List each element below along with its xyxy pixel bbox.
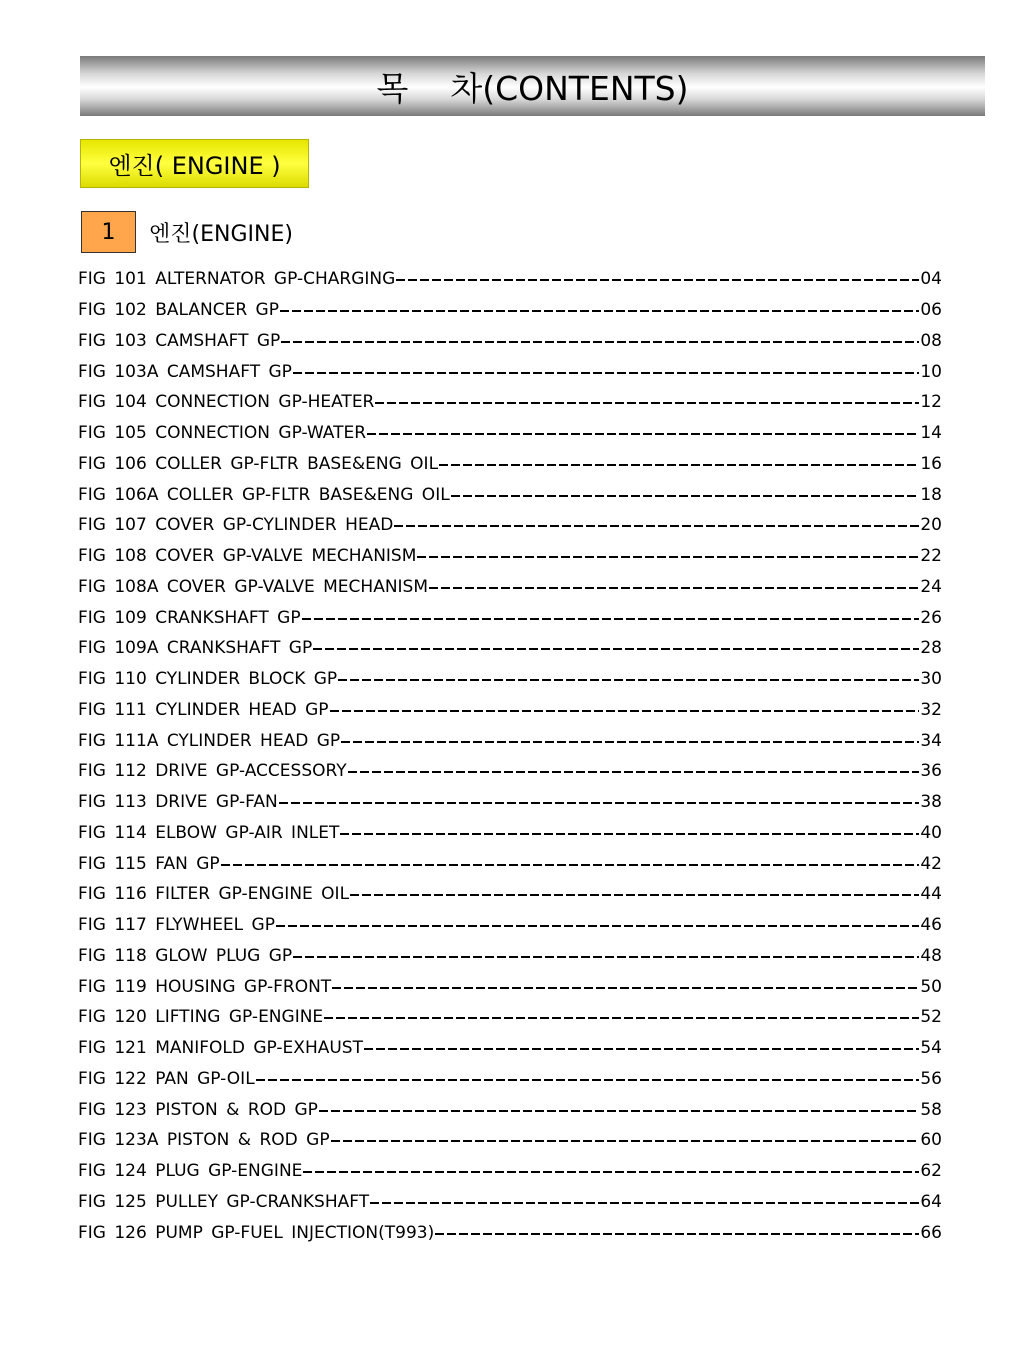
toc-leader-line	[293, 956, 919, 958]
toc-entry[interactable]	[78, 756, 942, 787]
toc-leader-line	[279, 802, 920, 804]
toc-entry[interactable]	[78, 1217, 942, 1248]
toc-entry[interactable]	[78, 787, 942, 818]
toc-leader-line	[324, 1017, 919, 1019]
toc-entry-page-number: 62	[920, 1161, 942, 1182]
toc-entry-page-number: 64	[920, 1191, 942, 1212]
toc-entry-label: FIG 115 FAN GP	[78, 853, 220, 874]
toc-leader-line	[370, 1202, 919, 1204]
toc-leader-line	[303, 1171, 919, 1173]
toc-entry-label: FIG 111A CYLINDER HEAD GP	[78, 730, 341, 751]
toc-entry-label: FIG 106 COLLER GP-FLTR BASE&ENG OIL	[78, 453, 439, 474]
toc-leader-line	[348, 771, 920, 773]
toc-entry-label: FIG 108A COVER GP-VALVE MECHANISM	[78, 576, 429, 597]
toc-entry[interactable]	[78, 295, 942, 326]
toc-entry-label: FIG 119 HOUSING GP-FRONT	[78, 976, 332, 997]
toc-entry[interactable]	[78, 1156, 942, 1187]
subsection-heading	[81, 211, 293, 253]
toc-entry-page-number: 34	[920, 730, 942, 751]
toc-entry[interactable]	[78, 602, 942, 633]
toc-entry-label: FIG 103A CAMSHAFT GP	[78, 361, 292, 382]
table-of-contents	[78, 264, 942, 1248]
toc-entry-label: FIG 120 LIFTING GP-ENGINE	[78, 1007, 324, 1028]
toc-entry-page-number: 04	[920, 269, 942, 290]
toc-entry-label: FIG 114 ELBOW GP-AIR INLET	[78, 822, 340, 843]
toc-leader-line	[341, 741, 919, 743]
toc-entry[interactable]	[78, 1187, 942, 1218]
toc-entry-page-number: 58	[920, 1099, 942, 1120]
toc-entry-label: FIG 102 BALANCER GP	[78, 300, 279, 321]
toc-leader-line	[451, 495, 920, 497]
toc-entry-label: FIG 126 PUMP GP-FUEL INJECTION(T993)	[78, 1222, 435, 1243]
toc-entry-page-number: 18	[920, 484, 942, 505]
toc-entry[interactable]	[78, 541, 942, 572]
toc-entry[interactable]	[78, 1125, 942, 1156]
toc-leader-line	[394, 525, 919, 527]
toc-entry-page-number: 60	[920, 1130, 942, 1151]
toc-entry-page-number: 66	[920, 1222, 942, 1243]
toc-leader-line	[281, 341, 919, 343]
toc-entry-label: FIG 109A CRANKSHAFT GP	[78, 638, 313, 659]
toc-entry[interactable]	[78, 848, 942, 879]
toc-entry-page-number: 30	[920, 669, 942, 690]
toc-leader-line	[435, 1233, 919, 1235]
toc-leader-line	[313, 648, 919, 650]
toc-entry-page-number: 50	[920, 976, 942, 997]
toc-leader-line	[364, 1048, 919, 1050]
toc-entry-page-number: 28	[920, 638, 942, 659]
toc-leader-line	[221, 864, 920, 866]
toc-entry[interactable]	[78, 264, 942, 295]
toc-entry-label: FIG 101 ALTERNATOR GP-CHARGING	[78, 269, 396, 290]
toc-entry-label: FIG 110 CYLINDER BLOCK GP	[78, 669, 338, 690]
toc-entry[interactable]	[78, 1064, 942, 1095]
toc-entry[interactable]	[78, 725, 942, 756]
toc-entry-page-number: 14	[920, 423, 942, 444]
toc-entry[interactable]	[78, 1002, 942, 1033]
toc-entry-label: FIG 123A PISTON & ROD GP	[78, 1130, 330, 1151]
toc-leader-line	[330, 710, 920, 712]
toc-leader-line	[280, 310, 919, 312]
toc-entry-label: FIG 109 CRANKSHAFT GP	[78, 607, 301, 628]
toc-entry-label: FIG 122 PAN GP-OIL	[78, 1068, 255, 1089]
toc-entry[interactable]	[78, 479, 942, 510]
toc-entry[interactable]	[78, 1094, 942, 1125]
subsection-number-badge	[81, 211, 136, 253]
toc-entry-page-number: 42	[920, 853, 942, 874]
toc-entry-label: FIG 108 COVER GP-VALVE MECHANISM	[78, 546, 417, 567]
toc-entry[interactable]	[78, 356, 942, 387]
toc-entry-page-number: 32	[920, 699, 942, 720]
section-heading	[80, 139, 309, 188]
toc-leader-line	[332, 987, 919, 989]
toc-leader-line	[367, 433, 919, 435]
toc-leader-line	[338, 679, 919, 681]
toc-entry-label: FIG 107 COVER GP-CYLINDER HEAD	[78, 515, 394, 536]
toc-entry-page-number: 10	[920, 361, 942, 382]
toc-entry-label: FIG 111 CYLINDER HEAD GP	[78, 699, 329, 720]
toc-entry-label: FIG 104 CONNECTION GP-HEATER	[78, 392, 375, 413]
toc-entry-page-number: 06	[920, 300, 942, 321]
page-title: 목 차(CONTENTS)	[376, 68, 689, 108]
toc-entry[interactable]	[78, 941, 942, 972]
toc-leader-line	[276, 925, 919, 927]
toc-entry[interactable]	[78, 418, 942, 449]
toc-entry[interactable]	[78, 633, 942, 664]
toc-leader-line	[340, 833, 919, 835]
toc-entry-label: FIG 106A COLLER GP-FLTR BASE&ENG OIL	[78, 484, 450, 505]
toc-entry[interactable]	[78, 971, 942, 1002]
toc-entry[interactable]	[78, 1033, 942, 1064]
toc-entry-page-number: 24	[920, 576, 942, 597]
toc-leader-line	[429, 587, 919, 589]
toc-entry-page-number: 40	[920, 822, 942, 843]
toc-entry-page-number: 08	[920, 330, 942, 351]
toc-entry[interactable]	[78, 879, 942, 910]
toc-entry-label: FIG 112 DRIVE GP-ACCESSORY	[78, 761, 347, 782]
subsection-number: 1	[101, 219, 116, 245]
toc-entry-label: FIG 124 PLUG GP-ENGINE	[78, 1161, 303, 1182]
toc-entry-page-number: 12	[920, 392, 942, 413]
toc-entry-page-number: 26	[920, 607, 942, 628]
toc-leader-line	[293, 372, 919, 374]
toc-entry[interactable]	[78, 695, 942, 726]
toc-leader-line	[396, 279, 919, 281]
toc-leader-line	[439, 464, 919, 466]
toc-entry-label: FIG 103 CAMSHAFT GP	[78, 330, 281, 351]
toc-leader-line	[256, 1079, 920, 1081]
toc-entry-label: FIG 116 FILTER GP-ENGINE OIL	[78, 884, 350, 905]
toc-entry-label: FIG 125 PULLEY GP-CRANKSHAFT	[78, 1191, 370, 1212]
toc-entry-page-number: 54	[920, 1038, 942, 1059]
toc-entry-label: FIG 105 CONNECTION GP-WATER	[78, 423, 367, 444]
toc-entry-label: FIG 118 GLOW PLUG GP	[78, 945, 293, 966]
toc-leader-line	[350, 894, 919, 896]
toc-entry-page-number: 44	[920, 884, 942, 905]
toc-entry-label: FIG 113 DRIVE GP-FAN	[78, 792, 278, 813]
toc-entry-page-number: 20	[920, 515, 942, 536]
subsection-title: 엔진(ENGINE)	[149, 221, 293, 247]
toc-entry[interactable]	[78, 572, 942, 603]
toc-entry-page-number: 52	[920, 1007, 942, 1028]
toc-entry-label: FIG 123 PISTON & ROD GP	[78, 1099, 318, 1120]
toc-leader-line	[417, 556, 919, 558]
toc-entry-page-number: 22	[920, 546, 942, 567]
toc-entry[interactable]	[78, 326, 942, 357]
toc-entry[interactable]	[78, 818, 942, 849]
section-label: 엔진( ENGINE )	[108, 152, 281, 180]
toc-leader-line	[302, 618, 920, 620]
toc-leader-line	[319, 1110, 919, 1112]
toc-entry-label: FIG 117 FLYWHEEL GP	[78, 915, 275, 936]
title-banner	[80, 56, 985, 116]
toc-entry-page-number: 16	[920, 453, 942, 474]
toc-entry-page-number: 36	[920, 761, 942, 782]
toc-entry[interactable]	[78, 910, 942, 941]
toc-entry[interactable]	[78, 387, 942, 418]
toc-entry-label: FIG 121 MANIFOLD GP-EXHAUST	[78, 1038, 363, 1059]
toc-entry-page-number: 46	[920, 915, 942, 936]
toc-entry[interactable]	[78, 449, 942, 480]
toc-leader-line	[375, 402, 919, 404]
toc-entry-page-number: 38	[920, 792, 942, 813]
toc-entry[interactable]	[78, 510, 942, 541]
toc-entry[interactable]	[78, 664, 942, 695]
toc-entry-page-number: 48	[920, 945, 942, 966]
toc-leader-line	[331, 1140, 920, 1142]
toc-entry-page-number: 56	[920, 1068, 942, 1089]
